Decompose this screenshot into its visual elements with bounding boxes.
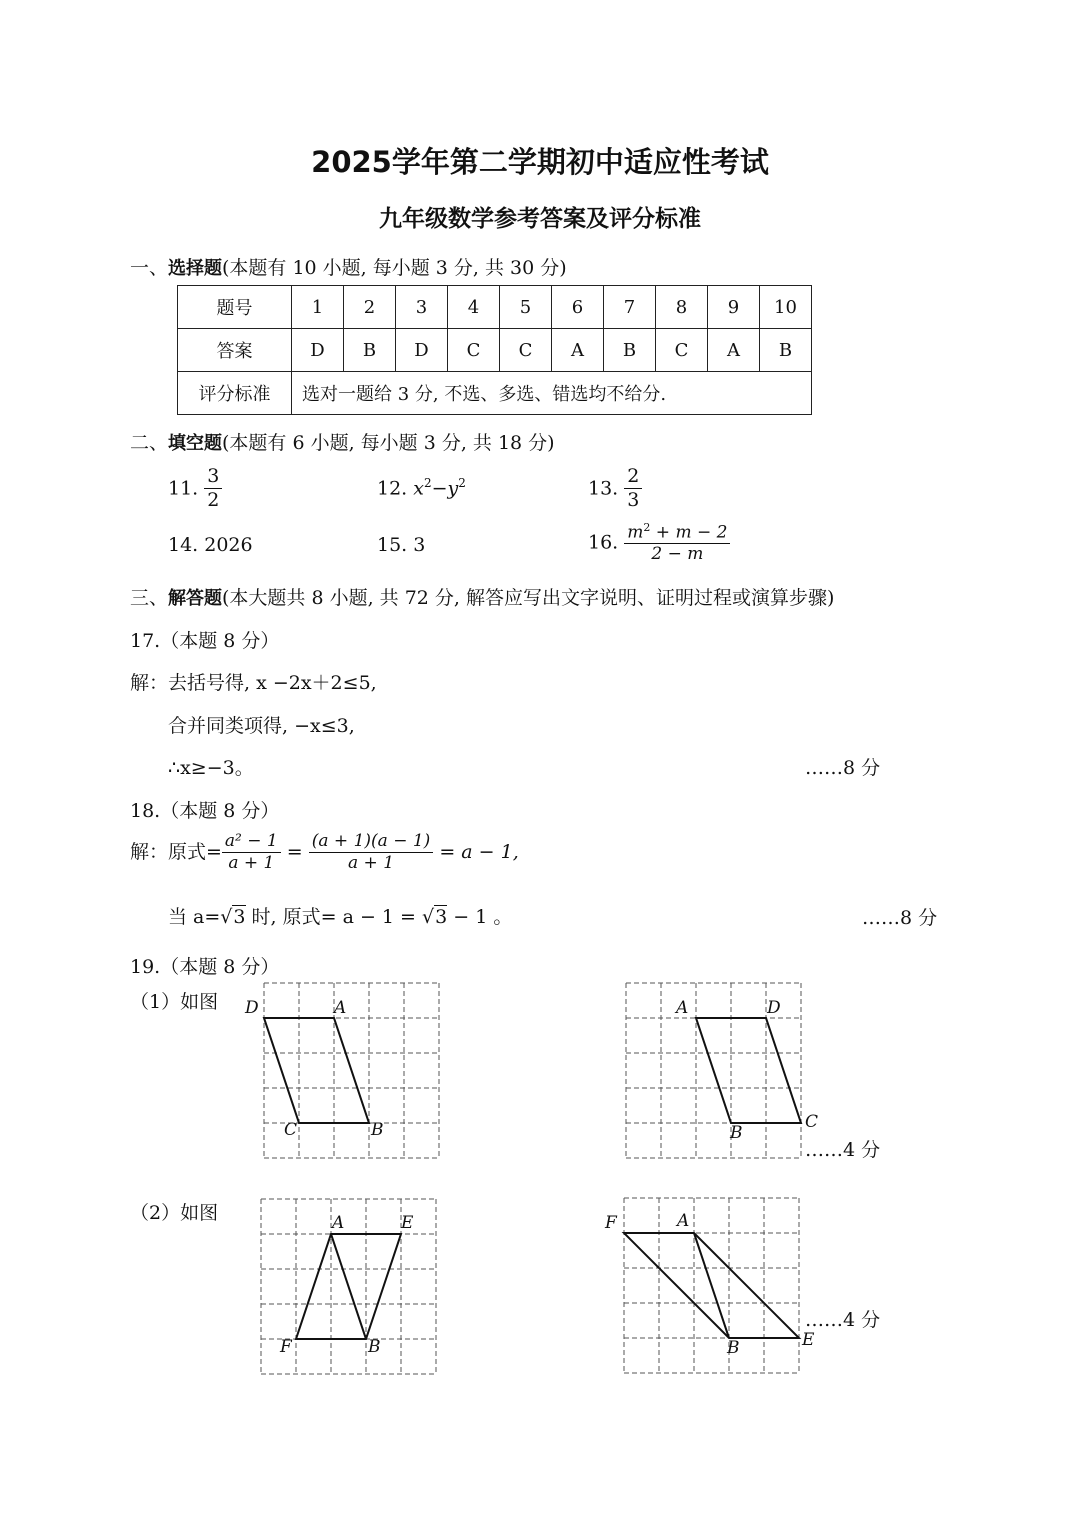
answer-table <box>177 285 812 415</box>
row-label-answer: 答案 <box>178 329 292 372</box>
point-label: A <box>676 998 689 1018</box>
answer-cell: A <box>552 329 604 372</box>
fraction: $\frac{3}{2}$ <box>204 466 222 513</box>
point-label: A <box>332 1213 345 1233</box>
answer-q12: 12. $x^2-y^2$ <box>377 476 466 500</box>
q19-part1: （1）如图 <box>130 991 219 1013</box>
q-number: 4 <box>448 286 500 329</box>
parallelogram-shape <box>264 1018 369 1123</box>
q18-header: 18.（本题 8 分） <box>130 800 280 822</box>
q-number: 7 <box>604 286 656 329</box>
parallelogram-shape <box>696 1018 801 1123</box>
q19-part2: （2）如图 <box>130 1202 219 1224</box>
fraction: $\frac{m^2 + m - 2}{2 - m}$ <box>624 522 730 565</box>
answer-q15: 15. 3 <box>377 534 426 556</box>
point-label: B <box>371 1120 384 1140</box>
point-label: A <box>334 998 347 1018</box>
q-number: 5 <box>500 286 552 329</box>
q19-score2: ……4 分 <box>805 1309 881 1331</box>
q18-line1: 解：原式= $\frac{\text{a² − 1}}{a + 1}$ = $\frac{(a + 1)(a - 1)}{a + 1}$ = a − 1, <box>130 831 519 873</box>
point-label: F <box>605 1213 617 1233</box>
page-title: 2025学年第二学期初中适应性考试 <box>311 145 769 179</box>
fraction: $\frac{(a + 1)(a - 1)}{a + 1}$ <box>309 832 434 874</box>
q-number: 10 <box>760 286 812 329</box>
row-label-number: 题号 <box>178 286 292 329</box>
answer-q13: 13. $\frac{2}{3}$ <box>588 466 642 513</box>
point-label: D <box>767 998 781 1018</box>
fraction: $\frac{\text{a² − 1}}{a + 1}$ <box>222 832 281 874</box>
sqrt-symbol: √ <box>220 906 233 928</box>
answer-q14: 14. 2026 <box>168 534 253 556</box>
table-row-numbers <box>178 286 812 329</box>
q-number: 8 <box>656 286 708 329</box>
point-label: A <box>677 1211 690 1231</box>
q18-line2: 当 a=√3 时, 原式= a − 1 = √3 − 1 。 <box>168 906 513 928</box>
point-label: C <box>284 1120 298 1140</box>
q17-line1: 解：去括号得, x −2x＋2≤5, <box>130 672 377 694</box>
point-label: B <box>730 1123 743 1143</box>
scoring-text: 选对一题给 3 分, 不选、多选、错选均不给分. <box>292 372 812 415</box>
q18-score: ……8 分 <box>862 907 938 929</box>
section2-heading: 二、填空题(本题有 6 小题, 每小题 3 分, 共 18 分) <box>130 432 555 454</box>
q-number: 2 <box>344 286 396 329</box>
q19-score1: ……4 分 <box>805 1139 881 1161</box>
fraction: $\frac{2}{3}$ <box>624 466 642 513</box>
point-label: B <box>368 1337 381 1357</box>
point-label: B <box>727 1338 740 1358</box>
q-number: 3 <box>396 286 448 329</box>
point-label: D <box>245 998 259 1018</box>
point-label: E <box>401 1213 414 1233</box>
figure-lines <box>624 1233 799 1338</box>
q17-header: 17.（本题 8 分） <box>130 630 280 652</box>
sqrt-symbol: √ <box>422 906 435 928</box>
point-label: E <box>802 1330 815 1350</box>
q-number: 6 <box>552 286 604 329</box>
q17-line2: 合并同类项得, −x≤3, <box>168 715 355 737</box>
figure-parallelogram-3 <box>240 1190 450 1380</box>
answer-cell: A <box>708 329 760 372</box>
answer-q11: 11. $\frac{3}{2}$ <box>168 466 222 513</box>
answer-q16: 16. $\frac{m^2 + m - 2}{2 - m}$ <box>588 522 730 565</box>
point-label: F <box>280 1337 292 1357</box>
answer-cell: C <box>656 329 708 372</box>
point-label: C <box>805 1112 819 1132</box>
row-label-scoring: 评分标准 <box>178 372 292 415</box>
figure-lines <box>296 1234 401 1339</box>
answer-cell: D <box>292 329 344 372</box>
table-row-answers <box>178 329 812 372</box>
answer-cell: B <box>344 329 396 372</box>
page-subtitle: 九年级数学参考答案及评分标准 <box>379 206 701 232</box>
table-row-scoring <box>178 372 812 415</box>
answer-cell: C <box>500 329 552 372</box>
q-number: 1 <box>292 286 344 329</box>
answer-cell: D <box>396 329 448 372</box>
q19-header: 19.（本题 8 分） <box>130 956 280 978</box>
figure-parallelogram-4 <box>600 1190 825 1380</box>
figure-parallelogram-2 <box>610 975 830 1165</box>
q-number: 9 <box>708 286 760 329</box>
q17-score: ……8 分 <box>805 757 881 779</box>
section1-heading: 一、选择题(本题有 10 小题, 每小题 3 分, 共 30 分) <box>130 257 567 279</box>
answer-cell: B <box>760 329 812 372</box>
answer-cell: B <box>604 329 656 372</box>
answer-cell: C <box>448 329 500 372</box>
figure-parallelogram-1 <box>240 975 450 1165</box>
q17-line3: ∴x≥−3。 <box>168 757 254 779</box>
section3-heading: 三、解答题(本大题共 8 小题, 共 72 分, 解答应写出文字说明、证明过程或演算步骤) <box>130 587 835 609</box>
